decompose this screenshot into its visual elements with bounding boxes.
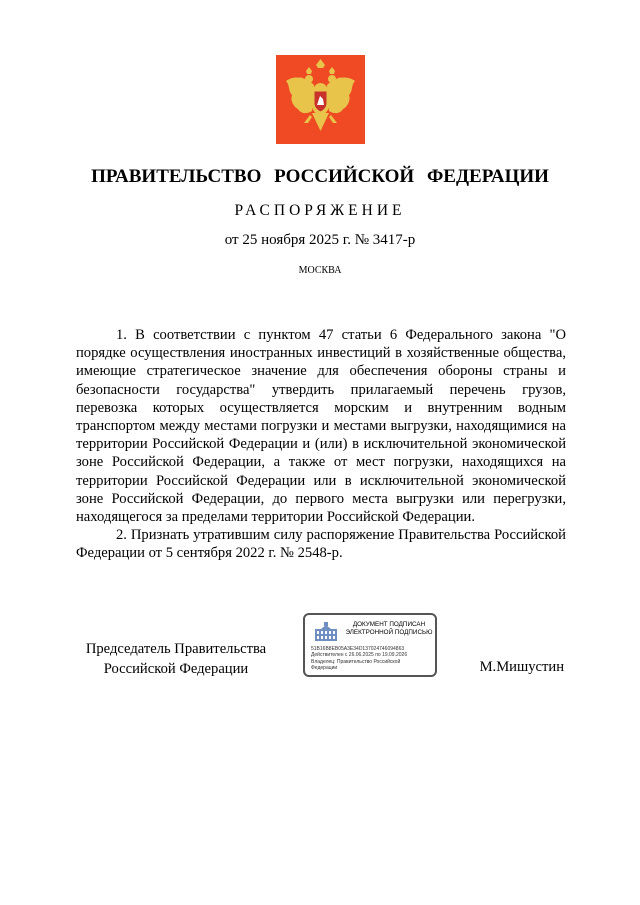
electronic-signature-stamp	[303, 613, 437, 677]
position-line-2: Российской Федерации	[103, 661, 249, 677]
stamp-heading-line-2: ЭЛЕКТРОННОЙ ПОДПИСЬЮ	[345, 629, 433, 636]
government-building-icon	[311, 621, 341, 643]
paragraph-2: 2. Признать утратившим силу распоряжение Правительства Российской Федерации от 5 сентября 2022 г. № 2548-р.	[76, 527, 566, 562]
paragraph-1: 1. В соответствии с пунктом 47 статьи 6 Федерального закона "О порядке осуществления иностранных инвестиций в хозяйственные общества, имеющие стратегическое значение для обеспечения обороны страны и безопасности государства" утвердить прилагаемый перечень грузов, перевозка которых осуществляется морским и внутренним водным транспортом между местами погрузки и местами выгрузки, находящимися на территории Российской Федерации и (или) в исключительной экономической зоне Российской Федерации, а также от мест погрузки, находящихся на территории Российской Федерации или в исключительной экономической зоне Российской Федерации, до первого места выгрузки или перегрузки, находящегося за пределами территории Российской Федерации.	[76, 327, 566, 526]
document-body	[76, 326, 566, 563]
document-type: РАСПОРЯЖЕНИЕ	[234, 202, 406, 219]
city: МОСКВА	[298, 265, 342, 276]
date-and-number: от 25 ноября 2025 г. № 3417-р	[224, 232, 416, 248]
government-title: ПРАВИТЕЛЬСТВО РОССИЙСКОЙ ФЕДЕРАЦИИ	[91, 166, 549, 187]
stamp-heading	[343, 621, 435, 637]
certificate-number: 51B16B8EB05A3E34D137024746094863	[311, 646, 405, 652]
stamp-heading-line-1: ДОКУМЕНТ ПОДПИСАН	[352, 621, 426, 628]
owner-line-1: Владелец: Правительство Российской	[311, 658, 401, 665]
owner-line-2: Федерации	[311, 664, 338, 671]
position-line-1: Председатель Правительства	[85, 641, 267, 657]
double-headed-eagle-icon	[276, 55, 365, 144]
signatory-position	[76, 639, 276, 679]
stamp-details	[311, 646, 435, 671]
validity-period: Действителен с 26.06.2025 по 19.09.2026	[311, 652, 408, 659]
coat-of-arms-emblem	[276, 55, 365, 144]
signatory-name: М.Мишустин	[479, 659, 564, 675]
